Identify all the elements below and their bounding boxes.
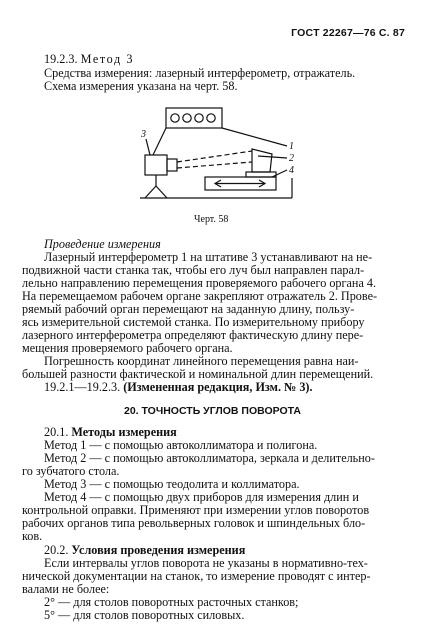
label-2: 2 [289, 153, 294, 164]
p20-2-number: 20.2. [44, 543, 69, 557]
tripod-leg-left [145, 186, 156, 198]
condition-line-1: Если интервалы углов поворота не указаны в нормативно-тех- [44, 556, 368, 570]
leader-3 [146, 139, 150, 155]
label-3: 3 [141, 129, 146, 140]
figure-caption: Черт. 58 [194, 214, 229, 225]
method-line-5: Метод 4 — с помощью двух приборов для измерения длин и [44, 490, 359, 504]
measurement-line-6: ясь измерительной системой станка. По измерительному прибору [22, 315, 365, 329]
condition-line-5: 5° — для столов поворотных силовых. [44, 608, 245, 622]
condition-line-3: валами не более: [22, 582, 110, 596]
dial-1 [171, 114, 179, 122]
measurement-line-1: Лазерный интерферометр 1 на штативе 3 устанавливают на не- [44, 250, 373, 264]
method-line-3: го зубчатого стола. [22, 464, 120, 478]
method3-line-2: Схема измерения указана на черт. 58. [44, 79, 238, 93]
p20-1-number: 20.1. [44, 425, 69, 439]
method-line-2: Метод 2 — с помощью автоколлиматора, зеркала и делительно- [44, 451, 375, 465]
reflector [252, 149, 272, 172]
dial-4 [207, 114, 215, 122]
tripod-leg-right [156, 186, 167, 198]
amendment-range: 19.2.1—19.2.3. [44, 380, 121, 394]
measurement-heading: Проведение измерения [44, 237, 161, 251]
laser-nozzle [167, 159, 177, 171]
dial-2 [183, 114, 191, 122]
measurement-line-4: На перемещаемом рабочем органе закрепляют отражатель 2. Прове- [22, 289, 378, 303]
method-line-6: контрольной оправки. Применяют при измерении углов поворотов [22, 503, 370, 517]
condition-line-2: нической документации на станок, то измерение проводят с интер- [22, 569, 371, 583]
method-line-7: рабочих органов типа револьверных головок и шпиндельных бло- [22, 516, 366, 530]
method3-number: 19.2.3. [44, 52, 78, 66]
amendment-text: (Измененная редакция, Изм. № 3). [123, 380, 313, 394]
p20-1-title: Методы измерения [71, 425, 177, 439]
dial-3 [195, 114, 203, 122]
laser-beam-upper [177, 151, 252, 162]
measurement-line-8: мещения проверяемого рабочего органа. [22, 341, 233, 355]
measurement-line-2: подвижной части станка так, чтобы его луч был направлен парал- [22, 263, 365, 277]
laser-head [145, 155, 167, 175]
p20-2-title: Условия проведения измерения [71, 543, 246, 557]
section-20-title: 20. ТОЧНОСТЬ УГЛОВ ПОВОРОТА [124, 405, 301, 417]
measurement-line-9: Погрешность координат линейного перемещения равна наи- [44, 354, 359, 368]
standard-header: ГОСТ 22267—76 С. 87 [291, 27, 405, 39]
method-line-4: Метод 3 — с помощью теодолита и коллиматора. [44, 477, 300, 491]
cable [153, 128, 166, 155]
amendment-note [44, 381, 313, 394]
method-line-8: ков. [22, 529, 43, 543]
method3-line-1: Средства измерения: лазерный интерферометр, отражатель. [44, 66, 356, 80]
method-line-1: Метод 1 — с помощью автоколлиматора и полигона. [44, 438, 318, 452]
measurement-line-3: лельно направлению перемещения проверяемого рабочего органа 4. [22, 276, 377, 290]
reflector-base [246, 172, 276, 177]
measurement-line-10: большей разности фактической и номинальной длин перемещений. [22, 367, 374, 381]
instrument-panel [166, 108, 222, 128]
leader-4 [272, 170, 287, 177]
measurement-scheme-figure [0, 0, 425, 230]
leader-1 [222, 128, 287, 146]
condition-line-4: 2° — для столов поворотных расточных станков; [44, 595, 299, 609]
laser-beam-lower [177, 162, 252, 168]
method3-title-text: Метод 3 [80, 52, 135, 66]
measurement-line-5: ряемый рабочий орган перемещают на заданную длину, пользу- [22, 302, 355, 316]
measurement-line-7: лазерного интерферометра определяют фактическую длину пере- [22, 328, 364, 342]
label-4: 4 [289, 165, 294, 176]
label-1: 1 [289, 141, 294, 152]
